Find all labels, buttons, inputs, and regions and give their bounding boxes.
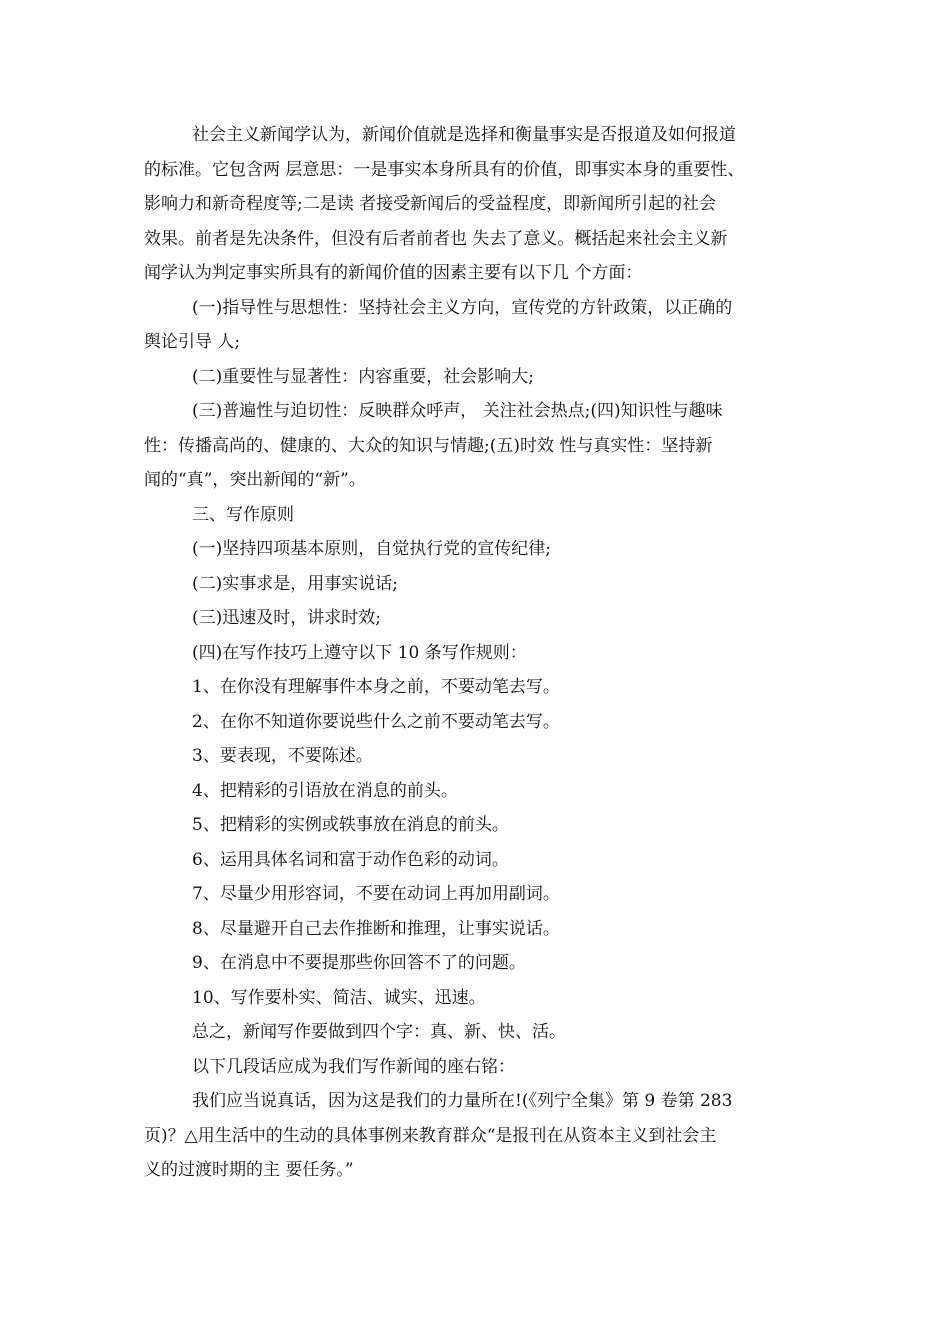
paragraph bbox=[144, 946, 820, 981]
text-line: 10、写作要朴实、简洁、诚实、迅速。 bbox=[192, 987, 486, 1008]
paragraph bbox=[144, 567, 820, 602]
paragraph bbox=[144, 394, 820, 498]
paragraph bbox=[144, 636, 820, 671]
paragraph bbox=[144, 118, 820, 291]
text-line: (一)指导性与思想性：坚持社会主义方向，宣传党的方针政策，以正确的 bbox=[192, 297, 733, 318]
text-line: 我们应当说真话，因为这是我们的力量所在!(《列宁全集》第 9 卷第 283 bbox=[192, 1091, 733, 1111]
text-line: 4、把精彩的引语放在消息的前头。 bbox=[192, 780, 458, 801]
paragraph bbox=[144, 532, 820, 567]
paragraph bbox=[144, 912, 820, 947]
paragraph bbox=[144, 291, 820, 360]
text-line: 闻的“真”，突出新闻的“新”。 bbox=[144, 470, 366, 490]
paragraph bbox=[144, 498, 820, 533]
text-line: 效果。前者是先决条件，但没有后者前者也 失去了意义。概括起来社会主义新 bbox=[144, 228, 728, 249]
paragraph bbox=[144, 670, 820, 705]
paragraph bbox=[144, 1084, 820, 1188]
text-line: 3、要表现，不要陈述。 bbox=[192, 746, 373, 766]
text-line: 2、在你不知道你要说些什么之前不要动笔去写。 bbox=[192, 711, 560, 732]
text-line: (二)重要性与显著性：内容重要，社会影响大; bbox=[192, 366, 534, 387]
text-line: (二)实事求是，用事实说话; bbox=[192, 573, 398, 594]
text-line: 7、尽量少用形容词，不要在动词上再加用副词。 bbox=[192, 884, 560, 904]
text-line: 以下几段话应成为我们写作新闻的座右铭： bbox=[192, 1056, 515, 1077]
text-line: 性：传播高尚的、健康的、大众的知识与情趣;(五)时效 性与真实性：坚持新 bbox=[144, 435, 713, 456]
text-line: 6、运用具体名词和富于动作色彩的动词。 bbox=[192, 849, 509, 870]
text-line: 舆论引导 人; bbox=[144, 332, 241, 352]
text-line: 总之，新闻写作要做到四个字：真、新、快、活。 bbox=[192, 1022, 566, 1042]
text-line: (三)普遍性与迫切性：反映群众呼声， 关注社会热点;(四)知识性与趣味 bbox=[192, 401, 723, 421]
paragraph bbox=[144, 774, 820, 809]
paragraph bbox=[144, 1050, 820, 1085]
paragraph bbox=[144, 808, 820, 843]
paragraph bbox=[144, 1015, 820, 1050]
text-line: 三、写作原则 bbox=[192, 504, 294, 525]
text-line: 页)？△用生活中的生动的具体事例来教育群众“是报刊在从资本主义到社会主 bbox=[144, 1125, 717, 1146]
text-line: 的标准。它包含两 层意思：一是事实本身所具有的价值，即事实本身的重要性、 bbox=[144, 159, 745, 180]
paragraph bbox=[144, 360, 820, 395]
text-line: 9、在消息中不要提那些你回答不了的问题。 bbox=[192, 953, 526, 973]
text-line: (四)在写作技巧上遵守以下 10 条写作规则： bbox=[192, 642, 527, 663]
text-line: 社会主义新闻学认为，新闻价值就是选择和衡量事实是否报道及如何报道 bbox=[192, 125, 736, 145]
text-line: 义的过渡时期的主 要任务。” bbox=[144, 1160, 354, 1180]
paragraph bbox=[144, 843, 820, 878]
text-line: (三)迅速及时，讲求时效; bbox=[192, 608, 381, 628]
paragraph bbox=[144, 705, 820, 740]
text-line: 影响力和新奇程度等;二是读 者接受新闻后的受益程度，即新闻所引起的社会 bbox=[144, 194, 717, 214]
text-line: (一)坚持四项基本原则，自觉执行党的宣传纪律; bbox=[192, 539, 551, 559]
paragraph bbox=[144, 601, 820, 636]
text-line: 1、在你没有理解事件本身之前，不要动笔去写。 bbox=[192, 677, 560, 697]
text-line: 8、尽量避开自己去作推断和推理，让事实说话。 bbox=[192, 918, 560, 939]
paragraph bbox=[144, 981, 820, 1016]
paragraph bbox=[144, 877, 820, 912]
text-line: 5、把精彩的实例或轶事放在消息的前头。 bbox=[192, 815, 509, 835]
text-line: 闻学认为判定事实所具有的新闻价值的因素主要有以下几 个方面： bbox=[144, 263, 643, 283]
paragraph bbox=[144, 739, 820, 774]
document-page bbox=[144, 118, 820, 1188]
